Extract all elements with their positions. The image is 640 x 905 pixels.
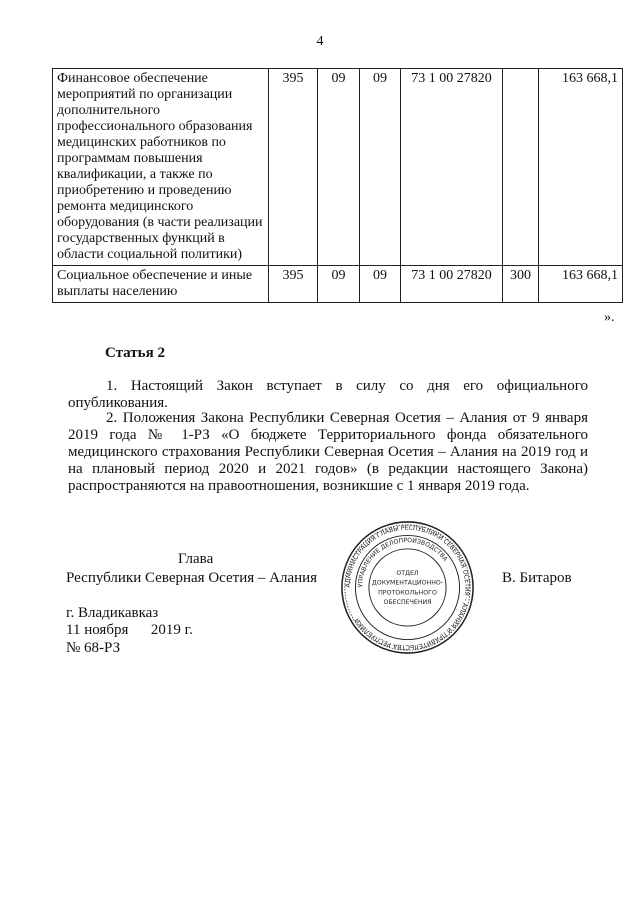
law-number: № 68-РЗ bbox=[66, 640, 121, 656]
stamp-inner-text: УПРАВЛЕНИЕ ДЕЛОПРОИЗВОДСТВА bbox=[357, 537, 449, 588]
row-grbs-code: 395 bbox=[269, 266, 318, 303]
row-expense-type-code bbox=[503, 69, 539, 266]
stamp-outer-text: АДМИНИСТРАЦИЯ ГЛАВЫ РЕСПУБЛИКИ СЕВЕРНАЯ ОСЕТИЯ – АЛАНИЯ И ПРАВИТЕЛЬСТВА РЕСПУБЛИКИ bbox=[344, 524, 471, 651]
signing-place: г. Владикавказ bbox=[66, 605, 159, 621]
row-grbs-code: 395 bbox=[269, 69, 318, 266]
stamp-inner-circle bbox=[369, 549, 446, 626]
budget-table bbox=[52, 68, 623, 303]
signing-date: 11 ноября 2019 г. bbox=[66, 622, 193, 638]
row-amount: 163 668,1 bbox=[539, 69, 623, 266]
article-paragraph-1: 1. Настоящий Закон вступает в силу со дня его официального опубликования. bbox=[68, 378, 588, 411]
row-name: Финансовое обеспечение мероприятий по организации дополнительного профессионального образования медицинских работников по программам повышения квалификации, а также по приобретению и проведению ремонта медицинского оборудования (в части реализации государственных функций в области социальной политики) bbox=[53, 69, 269, 266]
signatory-name: В. Битаров bbox=[502, 570, 572, 586]
stamp-center-line-3: ПРОТОКОЛЬНОГО bbox=[378, 589, 437, 597]
row-target-article-code: 73 1 00 27820 bbox=[401, 266, 503, 303]
row-section-code: 09 bbox=[318, 69, 360, 266]
row-expense-type-code: 300 bbox=[503, 266, 539, 303]
stamp-center-line-1: ОТДЕЛ bbox=[396, 569, 419, 577]
signatory-title: Глава bbox=[178, 551, 214, 567]
stamp-middle-circle bbox=[355, 535, 459, 639]
row-amount: 163 668,1 bbox=[539, 266, 623, 303]
row-subsection-code: 09 bbox=[360, 266, 401, 303]
page-number: 4 bbox=[316, 34, 324, 49]
table-row bbox=[53, 69, 623, 266]
stamp-center-line-2: ДОКУМЕНТАЦИОННО- bbox=[371, 579, 444, 587]
article-heading: Статья 2 bbox=[105, 345, 165, 361]
row-subsection-code: 09 bbox=[360, 69, 401, 266]
article-paragraph-2: 2. Положения Закона Республики Северная Осетия – Алания от 9 января 2019 года № 1-РЗ «О бюджете Территориального фонда обязательного медицинского страхования Республики Северная Осетия – Алания на 2019 год и на плановый период 2020 и 2021 годов» (в редакции настоящего Закона) распространяются на правоотношения, возникшие с 1 января 2019 года. bbox=[68, 410, 588, 494]
signatory-republic: Республики Северная Осетия – Алания bbox=[66, 570, 318, 586]
table-row bbox=[53, 266, 623, 303]
row-target-article-code: 73 1 00 27820 bbox=[401, 69, 503, 266]
row-name: Социальное обеспечение и иные выплаты населению bbox=[53, 266, 269, 303]
official-stamp bbox=[340, 520, 475, 655]
closing-quote: ». bbox=[604, 310, 615, 325]
row-section-code: 09 bbox=[318, 266, 360, 303]
stamp-center-line-4: ОБЕСПЕЧЕНИЯ bbox=[383, 598, 432, 606]
